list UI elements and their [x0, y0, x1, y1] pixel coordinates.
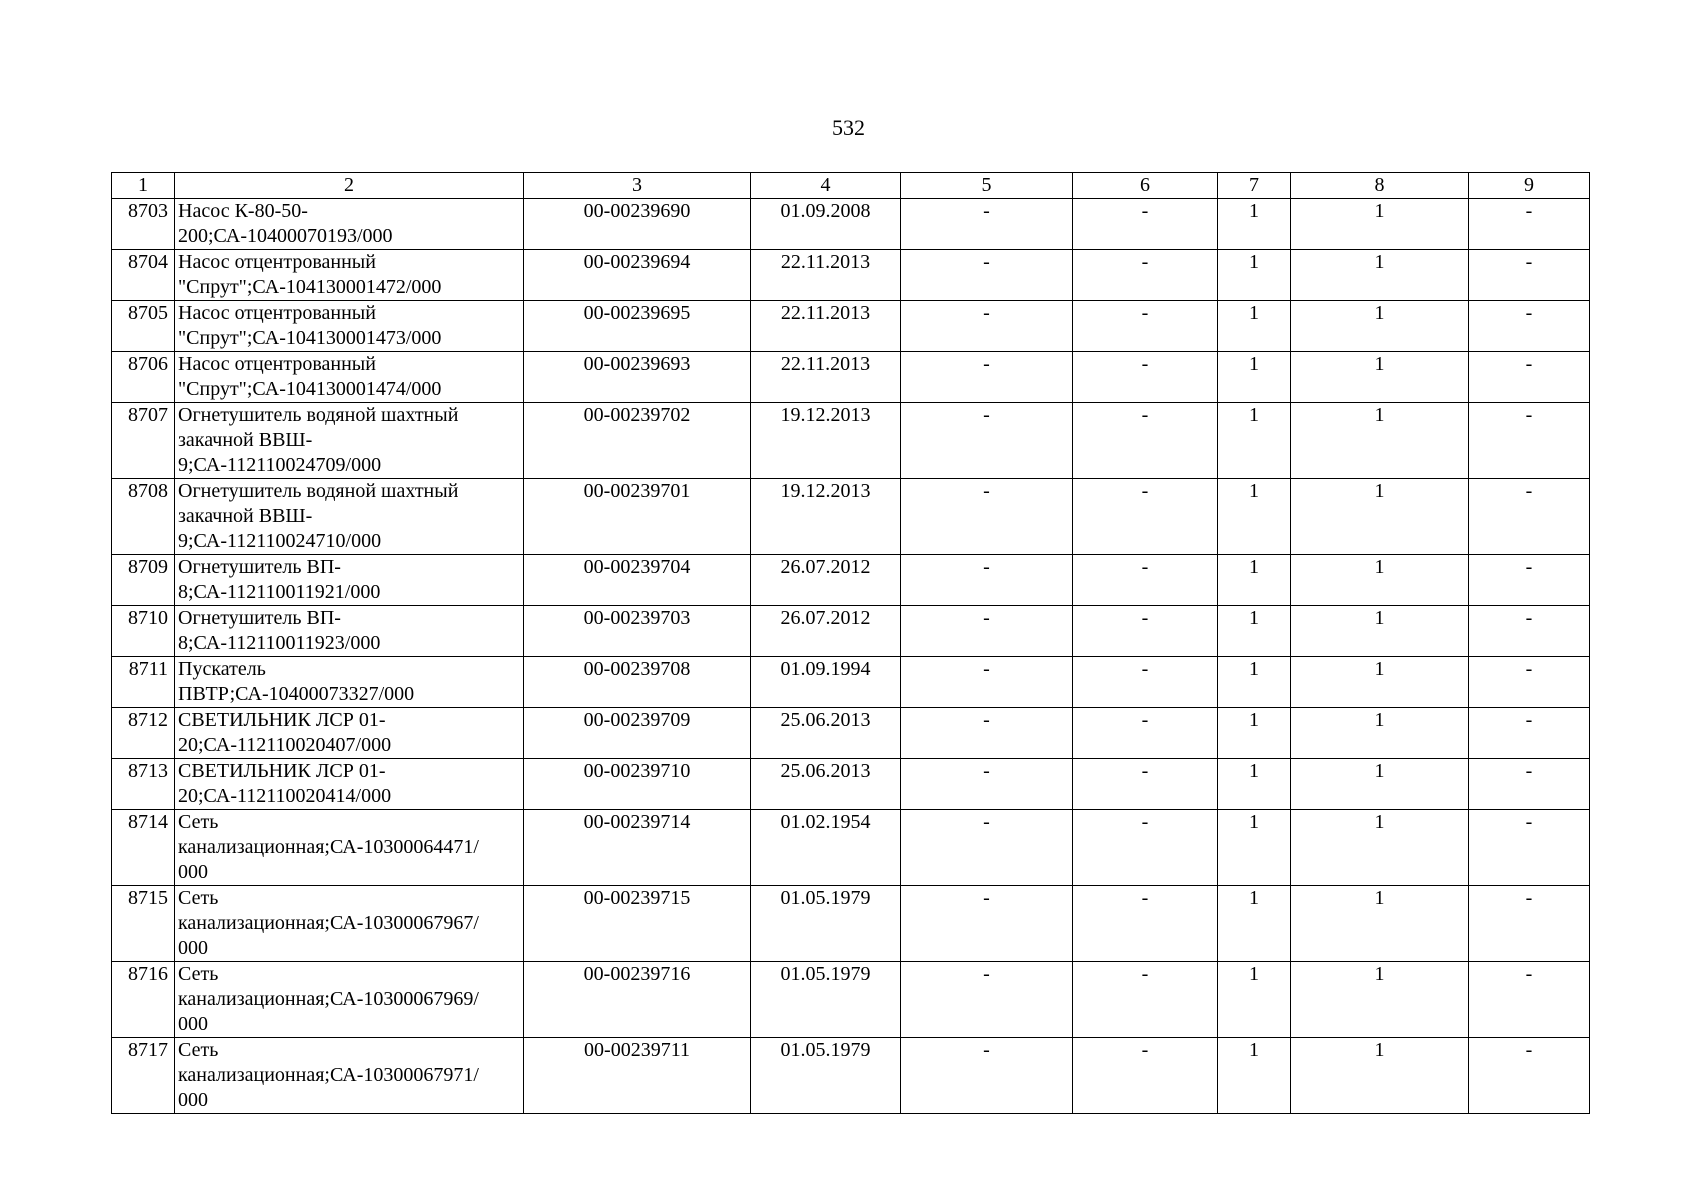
column-9-cell: - [1469, 886, 1590, 962]
item-name-cell [175, 301, 524, 352]
row-number-cell: 8713 [112, 759, 175, 810]
column-5-cell: - [901, 759, 1073, 810]
item-name-line: Пускатель [178, 658, 266, 680]
inventory-code-cell: 00-00239711 [524, 1038, 751, 1114]
column-6-cell: - [1073, 962, 1218, 1038]
column-7-cell: 1 [1218, 657, 1291, 708]
item-name-line: 000 [178, 1089, 208, 1111]
item-name-cell [175, 250, 524, 301]
date-cell: 01.05.1979 [751, 886, 901, 962]
column-header-5: 5 [901, 173, 1073, 199]
date-cell: 25.06.2013 [751, 759, 901, 810]
item-name-line: 9;СА-112110024709/000 [178, 454, 382, 476]
item-name-line: Огнетушитель водяной шахтный [178, 480, 459, 502]
column-7-cell: 1 [1218, 1038, 1291, 1114]
item-name-cell [175, 962, 524, 1038]
column-5-cell: - [901, 403, 1073, 479]
item-name-line: 9;СА-112110024710/000 [178, 530, 382, 552]
column-9-cell: - [1469, 403, 1590, 479]
inventory-code-cell: 00-00239690 [524, 199, 751, 250]
item-name-line: Сеть [178, 1039, 219, 1061]
item-name-line: Насос отцентрованный [178, 302, 376, 324]
table-row [112, 759, 1590, 810]
date-cell: 01.02.1954 [751, 810, 901, 886]
date-cell: 26.07.2012 [751, 606, 901, 657]
column-6-cell: - [1073, 657, 1218, 708]
column-6-cell: - [1073, 606, 1218, 657]
inventory-code-cell: 00-00239701 [524, 479, 751, 555]
column-9-cell: - [1469, 1038, 1590, 1114]
item-name-line: ПВТР;СА-10400073327/000 [178, 683, 415, 705]
table-row [112, 810, 1590, 886]
item-name-line: закачной ВВШ- [178, 505, 313, 527]
row-number-cell: 8712 [112, 708, 175, 759]
table-row [112, 657, 1590, 708]
column-7-cell: 1 [1218, 199, 1291, 250]
column-7-cell: 1 [1218, 479, 1291, 555]
inventory-code-cell: 00-00239695 [524, 301, 751, 352]
date-cell: 19.12.2013 [751, 479, 901, 555]
column-header-9: 9 [1469, 173, 1590, 199]
column-9-cell: - [1469, 708, 1590, 759]
column-7-cell: 1 [1218, 810, 1291, 886]
inventory-code-cell: 00-00239693 [524, 352, 751, 403]
column-5-cell: - [901, 352, 1073, 403]
row-number-cell: 8715 [112, 886, 175, 962]
column-8-cell: 1 [1291, 555, 1469, 606]
column-5-cell: - [901, 657, 1073, 708]
inventory-code-cell: 00-00239704 [524, 555, 751, 606]
column-5-cell: - [901, 250, 1073, 301]
item-name-cell [175, 886, 524, 962]
column-6-cell: - [1073, 1038, 1218, 1114]
item-name-line: Насос отцентрованный [178, 251, 376, 273]
date-cell: 22.11.2013 [751, 301, 901, 352]
column-7-cell: 1 [1218, 352, 1291, 403]
item-name-cell [175, 759, 524, 810]
row-number-cell: 8705 [112, 301, 175, 352]
row-number-cell: 8706 [112, 352, 175, 403]
table-row [112, 1038, 1590, 1114]
column-8-cell: 1 [1291, 1038, 1469, 1114]
table-row [112, 250, 1590, 301]
item-name-cell [175, 555, 524, 606]
item-name-line: Огнетушитель водяной шахтный [178, 404, 459, 426]
column-8-cell: 1 [1291, 886, 1469, 962]
column-6-cell: - [1073, 479, 1218, 555]
inventory-code-cell: 00-00239714 [524, 810, 751, 886]
inventory-code-cell: 00-00239715 [524, 886, 751, 962]
table-body [112, 199, 1590, 1114]
column-5-cell: - [901, 962, 1073, 1038]
column-8-cell: 1 [1291, 810, 1469, 886]
date-cell: 01.05.1979 [751, 1038, 901, 1114]
column-8-cell: 1 [1291, 606, 1469, 657]
column-8-cell: 1 [1291, 708, 1469, 759]
column-5-cell: - [901, 479, 1073, 555]
column-header-4: 4 [751, 173, 901, 199]
column-5-cell: - [901, 199, 1073, 250]
inventory-code-cell: 00-00239709 [524, 708, 751, 759]
item-name-line: 8;СА-112110011921/000 [178, 581, 381, 603]
column-6-cell: - [1073, 886, 1218, 962]
item-name-line: "Спрут";СА-104130001473/000 [178, 327, 442, 349]
item-name-cell [175, 810, 524, 886]
table-row [112, 403, 1590, 479]
column-9-cell: - [1469, 199, 1590, 250]
item-name-cell [175, 199, 524, 250]
table-row [112, 962, 1590, 1038]
item-name-line: Огнетушитель ВП- [178, 607, 341, 629]
column-9-cell: - [1469, 352, 1590, 403]
item-name-line: 20;СА-112110020407/000 [178, 734, 392, 756]
column-6-cell: - [1073, 301, 1218, 352]
row-number-cell: 8714 [112, 810, 175, 886]
column-header-3: 3 [524, 173, 751, 199]
date-cell: 01.09.1994 [751, 657, 901, 708]
item-name-line: СВЕТИЛЬНИК ЛСР 01- [178, 760, 386, 782]
inventory-code-cell: 00-00239702 [524, 403, 751, 479]
inventory-code-cell: 00-00239708 [524, 657, 751, 708]
item-name-line: "Спрут";СА-104130001474/000 [178, 378, 442, 400]
column-9-cell: - [1469, 759, 1590, 810]
table-row [112, 352, 1590, 403]
column-8-cell: 1 [1291, 250, 1469, 301]
row-number-cell: 8708 [112, 479, 175, 555]
column-header-2: 2 [175, 173, 524, 199]
column-5-cell: - [901, 708, 1073, 759]
column-7-cell: 1 [1218, 886, 1291, 962]
row-number-cell: 8710 [112, 606, 175, 657]
item-name-cell [175, 708, 524, 759]
item-name-line: 000 [178, 861, 208, 883]
table-row [112, 555, 1590, 606]
column-7-cell: 1 [1218, 555, 1291, 606]
column-6-cell: - [1073, 555, 1218, 606]
date-cell: 22.11.2013 [751, 250, 901, 301]
column-6-cell: - [1073, 352, 1218, 403]
column-5-cell: - [901, 810, 1073, 886]
item-name-line: Сеть [178, 887, 219, 909]
item-name-line: 000 [178, 1013, 208, 1035]
item-name-line: закачной ВВШ- [178, 429, 313, 451]
column-5-cell: - [901, 1038, 1073, 1114]
column-7-cell: 1 [1218, 250, 1291, 301]
inventory-code-cell: 00-00239694 [524, 250, 751, 301]
column-8-cell: 1 [1291, 657, 1469, 708]
inventory-code-cell: 00-00239710 [524, 759, 751, 810]
column-9-cell: - [1469, 250, 1590, 301]
date-cell: 01.09.2008 [751, 199, 901, 250]
column-6-cell: - [1073, 250, 1218, 301]
date-cell: 19.12.2013 [751, 403, 901, 479]
column-8-cell: 1 [1291, 301, 1469, 352]
inventory-code-cell: 00-00239703 [524, 606, 751, 657]
column-7-cell: 1 [1218, 403, 1291, 479]
column-9-cell: - [1469, 962, 1590, 1038]
item-name-cell [175, 479, 524, 555]
item-name-line: Насос отцентрованный [178, 353, 376, 375]
column-9-cell: - [1469, 810, 1590, 886]
column-header-1: 1 [112, 173, 175, 199]
row-number-cell: 8703 [112, 199, 175, 250]
asset-register-table [111, 172, 1590, 1114]
row-number-cell: 8717 [112, 1038, 175, 1114]
item-name-line: Насос К-80-50- [178, 200, 308, 222]
column-header-8: 8 [1291, 173, 1469, 199]
item-name-line: 8;СА-112110011923/000 [178, 632, 381, 654]
column-number-header-row [112, 173, 1590, 199]
column-6-cell: - [1073, 708, 1218, 759]
table-row [112, 606, 1590, 657]
column-9-cell: - [1469, 301, 1590, 352]
column-7-cell: 1 [1218, 759, 1291, 810]
row-number-cell: 8707 [112, 403, 175, 479]
column-8-cell: 1 [1291, 759, 1469, 810]
item-name-line: канализационная;СА-10300067967/ [178, 912, 479, 934]
row-number-cell: 8711 [112, 657, 175, 708]
row-number-cell: 8709 [112, 555, 175, 606]
item-name-line: 000 [178, 937, 208, 959]
column-9-cell: - [1469, 657, 1590, 708]
date-cell: 26.07.2012 [751, 555, 901, 606]
row-number-cell: 8704 [112, 250, 175, 301]
column-7-cell: 1 [1218, 301, 1291, 352]
item-name-line: СВЕТИЛЬНИК ЛСР 01- [178, 709, 386, 731]
item-name-line: 20;СА-112110020414/000 [178, 785, 392, 807]
item-name-line: Сеть [178, 811, 219, 833]
column-5-cell: - [901, 555, 1073, 606]
item-name-line: канализационная;СА-10300064471/ [178, 836, 479, 858]
column-6-cell: - [1073, 199, 1218, 250]
table-row [112, 199, 1590, 250]
column-6-cell: - [1073, 403, 1218, 479]
column-7-cell: 1 [1218, 962, 1291, 1038]
item-name-line: канализационная;СА-10300067971/ [178, 1064, 479, 1086]
column-8-cell: 1 [1291, 962, 1469, 1038]
page-number: 532 [832, 115, 865, 140]
column-5-cell: - [901, 301, 1073, 352]
column-7-cell: 1 [1218, 708, 1291, 759]
item-name-line: Огнетушитель ВП- [178, 556, 341, 578]
date-cell: 01.05.1979 [751, 962, 901, 1038]
item-name-line: Сеть [178, 963, 219, 985]
item-name-line: 200;СА-10400070193/000 [178, 225, 393, 247]
column-8-cell: 1 [1291, 479, 1469, 555]
table-row [112, 301, 1590, 352]
date-cell: 25.06.2013 [751, 708, 901, 759]
table-row [112, 886, 1590, 962]
column-9-cell: - [1469, 606, 1590, 657]
table-row [112, 708, 1590, 759]
table-row [112, 479, 1590, 555]
column-header-7: 7 [1218, 173, 1291, 199]
column-6-cell: - [1073, 759, 1218, 810]
item-name-cell [175, 606, 524, 657]
column-5-cell: - [901, 606, 1073, 657]
column-9-cell: - [1469, 555, 1590, 606]
item-name-cell [175, 403, 524, 479]
column-7-cell: 1 [1218, 606, 1291, 657]
item-name-cell [175, 1038, 524, 1114]
column-header-6: 6 [1073, 173, 1218, 199]
column-5-cell: - [901, 886, 1073, 962]
date-cell: 22.11.2013 [751, 352, 901, 403]
column-6-cell: - [1073, 810, 1218, 886]
item-name-cell [175, 657, 524, 708]
column-8-cell: 1 [1291, 403, 1469, 479]
column-9-cell: - [1469, 479, 1590, 555]
item-name-cell [175, 352, 524, 403]
item-name-line: канализационная;СА-10300067969/ [178, 988, 479, 1010]
item-name-line: "Спрут";СА-104130001472/000 [178, 276, 442, 298]
column-8-cell: 1 [1291, 352, 1469, 403]
inventory-code-cell: 00-00239716 [524, 962, 751, 1038]
row-number-cell: 8716 [112, 962, 175, 1038]
column-8-cell: 1 [1291, 199, 1469, 250]
